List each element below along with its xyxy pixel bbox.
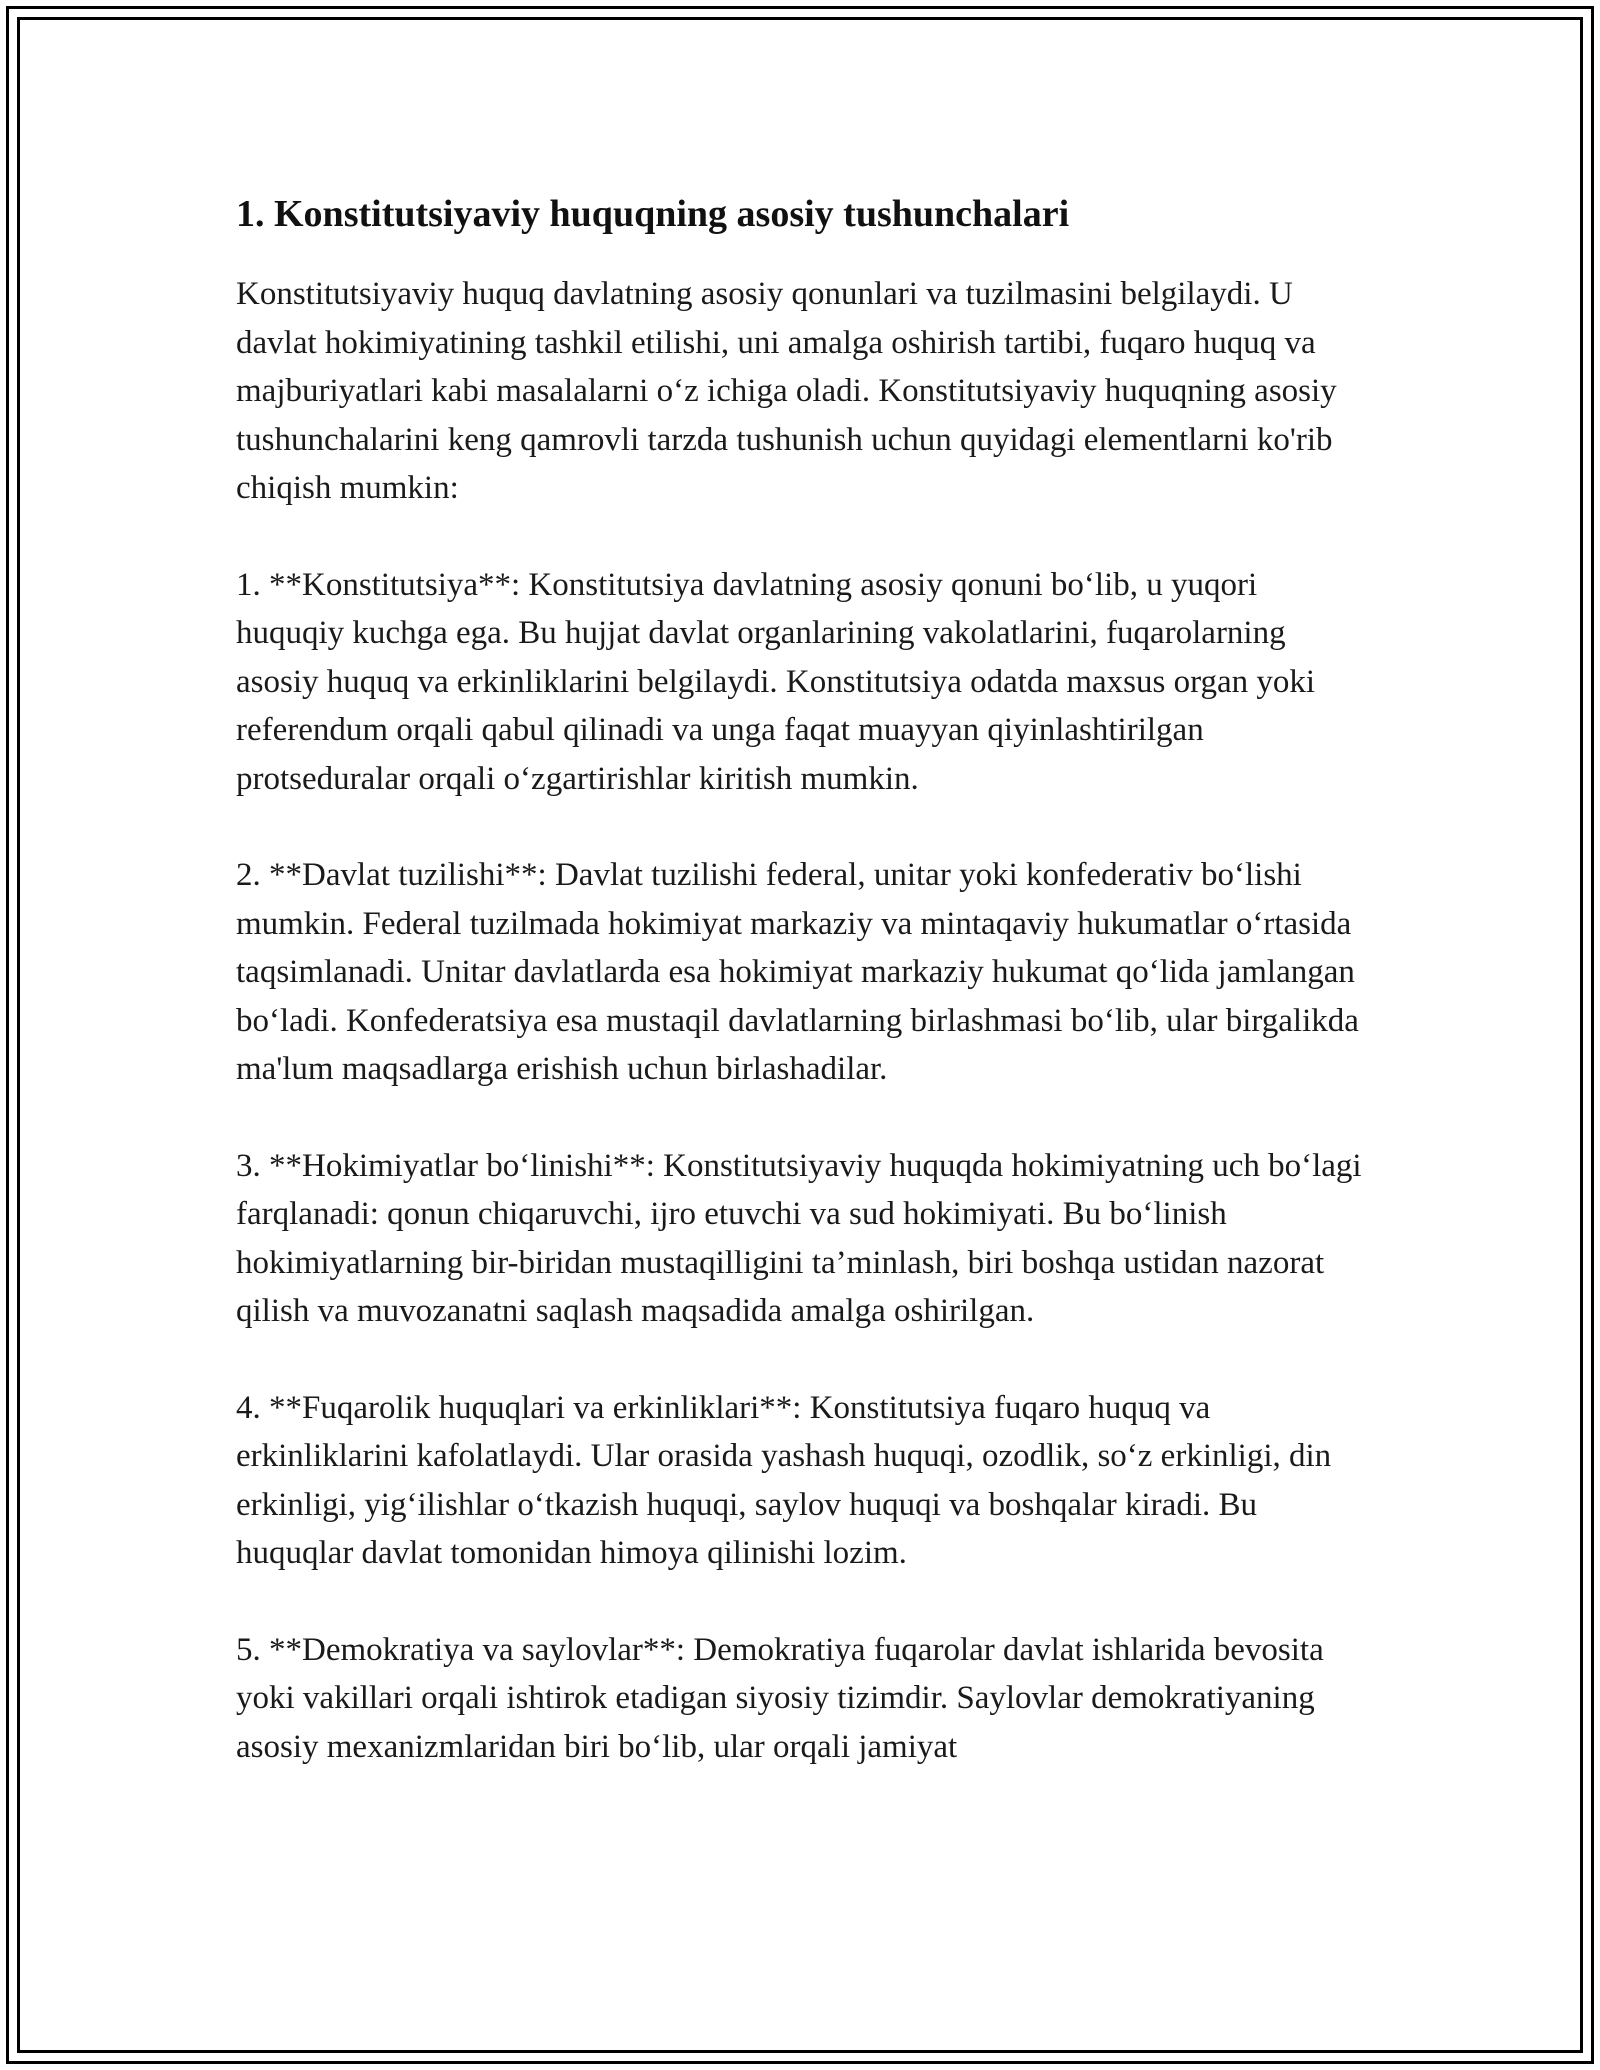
paragraph-konstitutsiya: 1. **Konstitutsiya**: Konstitutsiya davlatning asosiy qonuni bo‘lib, u yuqori huquqiy kuchga ega. Bu hujjat davlat organlarining vakolatlarini, fuqarolarning asosiy huquq va erkinliklarini belgilaydi. Konstitutsiya odatda maxsus organ yoki referendum orqali qabul qilinadi va unga faqat muayyan qiyinlashtirilgan protseduralar orqali o‘zgartirishlar kiritish mumkin. bbox=[236, 566, 1316, 797]
document-body bbox=[236, 188, 1366, 1771]
section-heading: 1. Konstitutsiyaviy huquqning asosiy tushunchalari bbox=[236, 193, 1070, 235]
paragraph-hokimiyatlar-bolinishi: 3. **Hokimiyatlar bo‘linishi**: Konstitutsiyaviy huquqda hokimiyatning uch bo‘lagi farqlanadi: qonun chiqaruvchi, ijro etuvchi va sud hokimiyati. Bu bo‘linish hokimiyatlarning bir-biridan mustaqilligini ta’minlash, biri boshqa ustidan nazorat qilish va muvozanatni saqlash maqsadida amalga oshirilgan. bbox=[236, 1147, 1362, 1329]
paragraph-demokratiya-saylovlar: 5. **Demokratiya va saylovlar**: Demokratiya fuqarolar davlat ishlarida bevosita yoki vakillari orqali ishtirok etadigan siyosiy tizimdir. Saylovlar demokratiyaning asosiy mexanizmlaridan biri bo‘lib, ular orqali jamiyat bbox=[236, 1631, 1324, 1765]
paragraph-davlat-tuzilishi: 2. **Davlat tuzilishi**: Davlat tuzilishi federal, unitar yoki konfederativ bo‘lishi mumkin. Federal tuzilmada hokimiyat markaziy va mintaqaviy hukumatlar o‘rtasida taqsimlanadi. Unitar davlatlarda esa hokimiyat markaziy hukumat qo‘lida jamlangan bo‘ladi. Konfederatsiya esa mustaqil davlatlarning birlashmasi bo‘lib, ular birgalikda ma'lum maqsadlarga erishish uchun birlashadilar. bbox=[236, 857, 1359, 1087]
paragraph-fuqarolik-huquqlari: 4. **Fuqarolik huquqlari va erkinliklari**: Konstitutsiya fuqaro huquq va erkinliklarini kafolatlaydi. Ular orasida yashash huquqi, ozodlik, so‘z erkinligi, din erkinligi, yig‘ilishlar o‘tkazish huquqi, saylov huquqi va boshqalar kiradi. Bu huquqlar davlat tomonidan himoya qilinishi lozim. bbox=[236, 1389, 1332, 1571]
intro-paragraph: Konstitutsiyaviy huquq davlatning asosiy qonunlari va tuzilmasini belgilaydi. U davlat hokimiyatining tashkil etilishi, uni amalga oshirish tartibi, fuqaro huquq va majburiyatlari kabi masalalarni o‘z ichiga oladi. Konstitutsiyaviy huquqning asosiy tushunchalarini keng qamrovli tarzda tushunish uchun quyidagi elementlarni ko'rib chiqish mumkin: bbox=[236, 276, 1337, 506]
